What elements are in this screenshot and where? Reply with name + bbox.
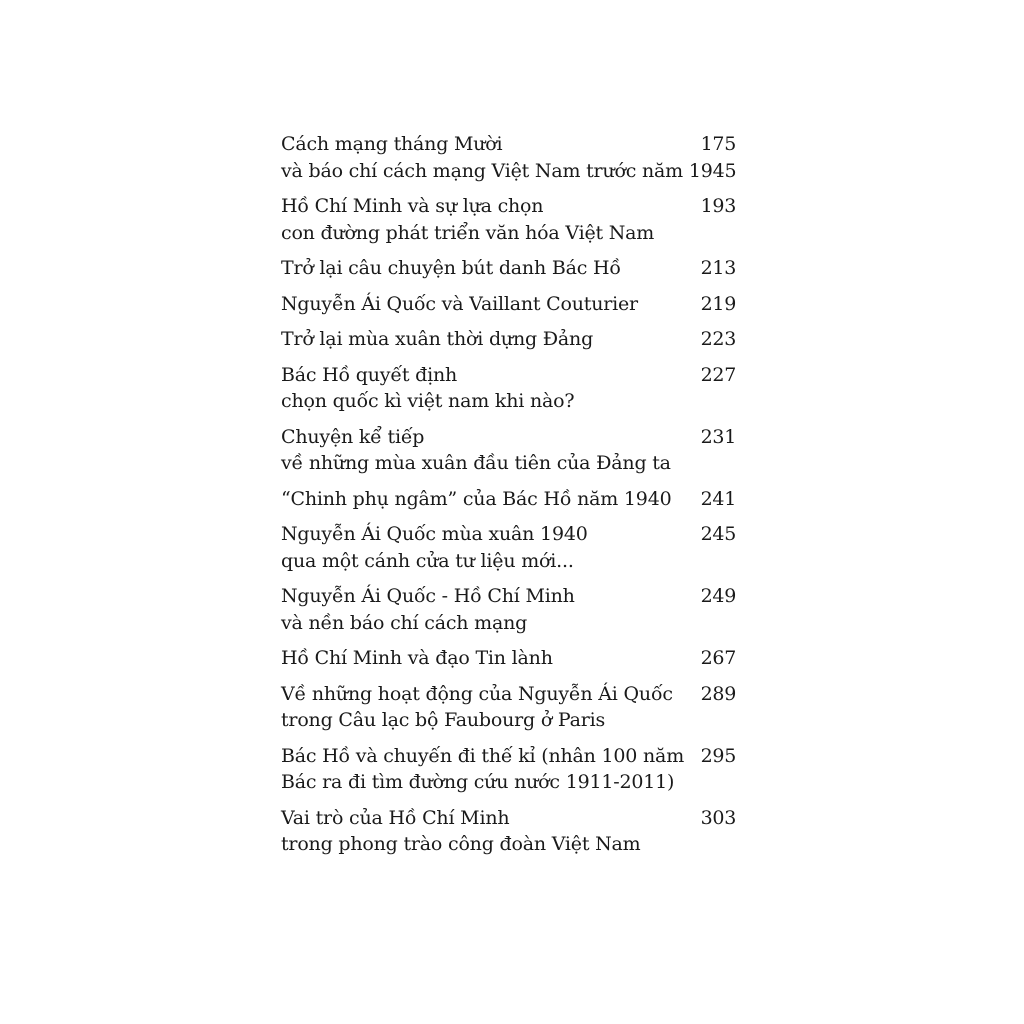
toc-entry-title: [281, 583, 681, 636]
toc-entry-page-number: 175: [700, 133, 736, 155]
toc-entry-title: [281, 645, 681, 672]
toc-entry-title-line: Hồ Chí Minh và đạo Tin lành: [281, 647, 553, 669]
toc-entry: [281, 681, 736, 734]
toc-entry-title-line: Bác Hồ quyết định: [281, 363, 458, 386]
toc-entry: [281, 362, 736, 415]
toc-entry-title: [281, 291, 681, 318]
toc-entry: [281, 193, 736, 246]
toc-entry-title: [281, 193, 681, 246]
toc-entry: [281, 291, 736, 318]
toc-entry-title: [281, 521, 681, 574]
toc-entry-page-number: 213: [700, 257, 736, 279]
toc-entry: [281, 486, 736, 513]
toc-entry-title-line: Vai trò của Hồ Chí Minh: [281, 806, 510, 829]
toc-entry-title: [281, 681, 681, 734]
toc-entry-page-number: 241: [700, 487, 736, 510]
toc-entry: [281, 743, 736, 796]
toc-entry-page-number: 245: [700, 523, 736, 545]
toc-entry-title-line: Cách mạng tháng Mười: [281, 133, 503, 155]
toc-entry-page-number: 219: [700, 292, 736, 315]
toc-entry-title: [281, 424, 681, 477]
toc-entry-title-line: Chuyện kể tiếp: [281, 425, 425, 448]
toc-entry-title-line: về những mùa xuân đầu tiên của Đảng ta: [281, 452, 671, 474]
toc-entry-page-number: 249: [700, 585, 736, 607]
toc-entry-title: [281, 486, 681, 513]
toc-entry-title-line: Bác Hồ và chuyến đi thế kỉ (nhân 100 năm: [281, 744, 685, 767]
toc-entry-title-line: Trở lại câu chuyện bút danh Bác Hồ: [281, 257, 621, 279]
toc-entry-title-line: Trở lại mùa xuân thời dựng Đảng: [281, 328, 594, 350]
toc-entry: [281, 645, 736, 672]
toc-entry-title-line: con đường phát triển văn hóa Việt Nam: [281, 221, 655, 244]
toc-entry-title: [281, 362, 681, 415]
toc-entry-page-number: 267: [700, 647, 736, 669]
toc-entry-title-line: Hồ Chí Minh và sự lựa chọn: [281, 195, 544, 217]
toc-entry-page-number: 295: [700, 744, 736, 767]
toc-entry-title-line: trong Câu lạc bộ Faubourg ở Paris: [281, 709, 606, 731]
toc-entry: [281, 583, 736, 636]
toc-entry-title-line: Nguyễn Ái Quốc - Hồ Chí Minh: [281, 585, 575, 607]
toc-entry-page-number: 303: [700, 806, 736, 829]
toc-entry-page-number: 223: [700, 328, 736, 350]
toc-entry-title-line: chọn quốc kì việt nam khi nào?: [281, 390, 575, 412]
toc-entry-title-line: “Chinh phụ ngâm” của Bác Hồ năm 1940: [281, 487, 672, 510]
toc-entry-title-line: Bác ra đi tìm đường cứu nước 1911-2011): [281, 771, 675, 793]
toc-entry-title-line: trong phong trào công đoàn Việt Nam: [281, 833, 641, 855]
toc-entry: [281, 131, 736, 184]
toc-entry: [281, 326, 736, 353]
toc-entry: [281, 805, 736, 858]
toc-entry-title-line: và nền báo chí cách mạng: [281, 611, 528, 634]
toc-entry-title-line: Về những hoạt động của Nguyễn Ái Quốc: [281, 682, 673, 705]
toc-entry-title: [281, 326, 681, 353]
toc-entry-title-line: và báo chí cách mạng Việt Nam trước năm 1945: [281, 159, 737, 182]
table-of-contents: [281, 131, 736, 867]
toc-entry-title-line: qua một cánh cửa tư liệu mới...: [281, 549, 574, 572]
toc-entry-page-number: 289: [700, 682, 736, 705]
toc-entry-title-line: Nguyễn Ái Quốc mùa xuân 1940: [281, 523, 588, 545]
toc-entry-title: [281, 743, 685, 796]
toc-entry-page-number: 227: [700, 363, 736, 386]
toc-entry-title: [281, 805, 681, 858]
toc-entry: [281, 255, 736, 282]
toc-entry-page-number: 193: [700, 195, 736, 217]
toc-entry-title-line: Nguyễn Ái Quốc và Vaillant Couturier: [281, 292, 638, 315]
toc-entry-title: [281, 255, 681, 282]
toc-entry: [281, 521, 736, 574]
toc-entry: [281, 424, 736, 477]
toc-entry-page-number: 231: [700, 425, 736, 448]
